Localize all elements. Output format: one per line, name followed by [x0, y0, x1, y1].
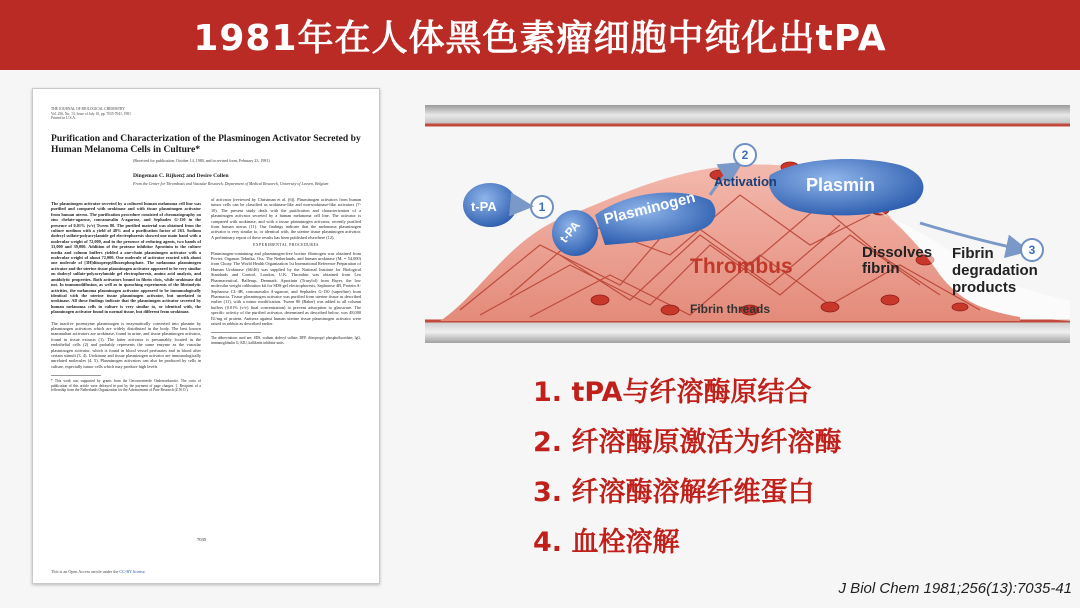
label-activation: Activation	[714, 174, 777, 189]
label-plasminogen: Plasminogen	[602, 188, 698, 229]
label-fibrin-degradation: Fibrin degradation products	[952, 245, 1038, 296]
label-thrombus: Thrombus	[690, 255, 793, 278]
paper-section-heading: EXPERIMENTAL PROCEDURES	[253, 243, 319, 248]
journal-header	[51, 107, 201, 121]
journal-header-line: Printed in U.S.A.	[51, 116, 76, 121]
step-item-1: 1. tPA与纤溶酶原结合	[533, 377, 812, 408]
title-bar	[0, 0, 1080, 70]
paper-body-text: The inactive proenzyme plasminogen is enzymatically converted into plasmin by plasminogen activators which are widely distributed in the body. The best known mammalian activators are urokinase, found in urine, and tissue plasminogen activator, found in tissue extracts (1). The latter activator is presumably located in the endothelial cells (2) and probably represents the same enzyme as the vascular plasminogen activator, which is found in blood vessel perfusates and in blood after certain stimuli (3, 4). Urokinase and tissue plasminogen activator are immunologically unrelated molecules (4, 5). Plasminogen activators can also be produced by cells in culture, especially tumor cells which may produce high levels	[51, 320, 201, 369]
paper-footnote: * This work was supported by grants from the Geconcerteerde Onderzoeksactie. The costs of publication of this article were defrayed in part by the payment of page charges. ‡ Recipient of a fellowship from the Netherlands Organization for the Advancement of Pure Research (Z.W.O.).	[51, 379, 201, 392]
thrombolysis-diagram	[420, 95, 1080, 355]
label-tpa-bound: t-PA	[556, 218, 583, 246]
paper-right-column	[211, 197, 361, 345]
vessel-wall-top	[425, 105, 1070, 125]
step-item-4: 4. 血栓溶解	[533, 527, 680, 558]
paper-received: (Received for publication, October 14, 1980, and in revised form, February 23, 1981)	[133, 158, 270, 163]
cc-license-link[interactable]: CC-BY license.	[119, 569, 146, 574]
paper-footer-text: This is an Open Access article under the	[51, 569, 119, 574]
paper-methods-text: Plasminogen-containing and plasminogen-free bovine fibrinogen was obtained from Poviet, Organon Teknika, Oss, The Netherlands, and human urokinase (M, = 54,000) from Choay. The World Health Organization 1st International Reference Preparation of Human Urokinase (66/46) was supplied by the National Institute for Biological Standards and Control, London, U.K. Thrombin was obtained from Leo Pharmaceutical, Ballerup, Denmark. Aprotinin (Trasylol) from Bayer, the low molecular weight calibration kit for SDS-gel electrophoresis, Sepharose 4B, Protein A-Sepharose CL-4B, concanavalin A-agarose, and Sephadex G-150 (superfine) from Pharmacia. Tissue plasminogen activator was purified from uterine tissue as described earlier (11), with a minor modification. Tween 80 (Baker) was added to all column buffers (0.01% (v/v) final concentration) to prevent adsorption to glassware. The specific activity of the purified activator, determined as described below, was 48,000 IU/mg of protein. Antisera against human uterine tissue plasminogen activator were raised in rabbits as described earlier.	[211, 250, 361, 326]
paper-authors: Dingeman C. Rijken‡ and Desire Collen	[133, 173, 229, 179]
journal-header-line: Vol. 256, No. 13, Issue of July 10, pp. 7035-7041, 1981	[51, 111, 131, 116]
step-item-2: 2. 纤溶酶原激活为纤溶酶	[533, 427, 842, 458]
paper-left-column	[51, 201, 201, 392]
citation: J Biol Chem 1981;256(13):7035-41	[838, 580, 1072, 597]
paper-footer	[51, 569, 146, 574]
page-title: 1981年在人体黑色素瘤细胞中纯化出tPA	[193, 17, 887, 59]
step-marker-2-num: 2	[741, 148, 749, 162]
arrow-1	[517, 205, 528, 206]
diagram-svg	[420, 95, 1080, 355]
paper-abbrev: The abbreviations used are: SDS, sodium dodecyl sulfate; DFP, diisopropyl phosphofluoridate; IgG, immunoglobulin G; KIU, kallikrein inhibitor units.	[211, 336, 361, 345]
paper-page-number: 7035	[197, 537, 207, 542]
step-marker-1-num: 1	[538, 200, 546, 214]
paper-affiliation: From the Center for Thrombosis and Vascular Research, Department of Medical Research, University of Leuven, Belgium	[133, 181, 329, 186]
label-dissolves-fibrin: Dissolves fibrin	[862, 244, 933, 277]
step-item-3: 3. 纤溶酶溶解纤维蛋白	[533, 477, 815, 508]
label-fibrin-threads: Fibrin threads	[690, 302, 771, 316]
label-plasmin: Plasmin	[806, 175, 876, 195]
label-tpa-free: t-PA	[471, 199, 497, 214]
journal-header-line: THE JOURNAL OF BIOLOGICAL CHEMISTRY	[51, 107, 125, 111]
paper-title: Purification and Characterization of the Plasminogen Activator Secreted by Human Melanoma Cells in Culture*	[51, 133, 361, 155]
paper-body-text: of activator (reviewed by Christman et al. (6)). Plasminogen activators from human tumor cells can be classified as urokinase-like and non-urokinase-like activators (7-10). The present study deals with the purification and characterization of a plasminogen activator secreted by a human melanoma cell line. The activator is compared with urokinase, and with a tissue plasminogen activator, recently purified from human uterus (11). Our findings indicate that the melanoma plasminogen activator is very similar to, or identical with, the uterine tissue plasminogen activator. A preliminary report of these results has been published elsewhere (12).	[211, 197, 361, 240]
vessel-wall-bottom	[425, 321, 1070, 343]
step-marker-3-num: 3	[1028, 243, 1036, 257]
paper-thumbnail	[32, 88, 380, 584]
paper-abstract: The plasminogen activator secreted by a cultured human melanoma cell line was purified and compared with urokinase and with tissue plasminogen activator from human uterus. The purification procedure consisted of chromatography on zinc chelate-agarose, concanavalin A-agarose, and Sephadex G-150 in the presence of 0.01% (v/v) Tween 80. The purified material was obtained from the culture medium with a yield of 48% and a purification factor of 263. Sodium dodecyl sulfate-polyacrylamide gel electrophoresis showed one main band with a molecular weight of 72,000, and in the presence of reducing agents, two bands of 33,000 and 39,000. Addition of the protease inhibitor Aprotinin to the culture media and column buffers yielded a one-chain plasminogen activator with a molecular weight of about 72,000. One molecule of activator reacted with about one molecule of [3H]diisopropylfluorophosphate. The melanoma plasminogen activator and the uterine tissue plasminogen activator appeared to be very similar on dodecyl sulfate-polyacrylamide gel electrophoresis, amino acid analysis, and amidolytic properties. Both activators bound in fibrin clots, while urokinase did not. In immunodiffusion, as well as in quenching experiments of the fibrinolytic activities, the melanoma plasminogen activator appeared to be immunologically identical with the uterine tissue plasminogen activator, but unrelated to urokinase. All these findings indicate that the plasminogen activator secreted by human melanoma cells in culture is very similar to, or identical with, the plasminogen activator found in normal tissue, but different from urokinase.	[51, 201, 201, 315]
